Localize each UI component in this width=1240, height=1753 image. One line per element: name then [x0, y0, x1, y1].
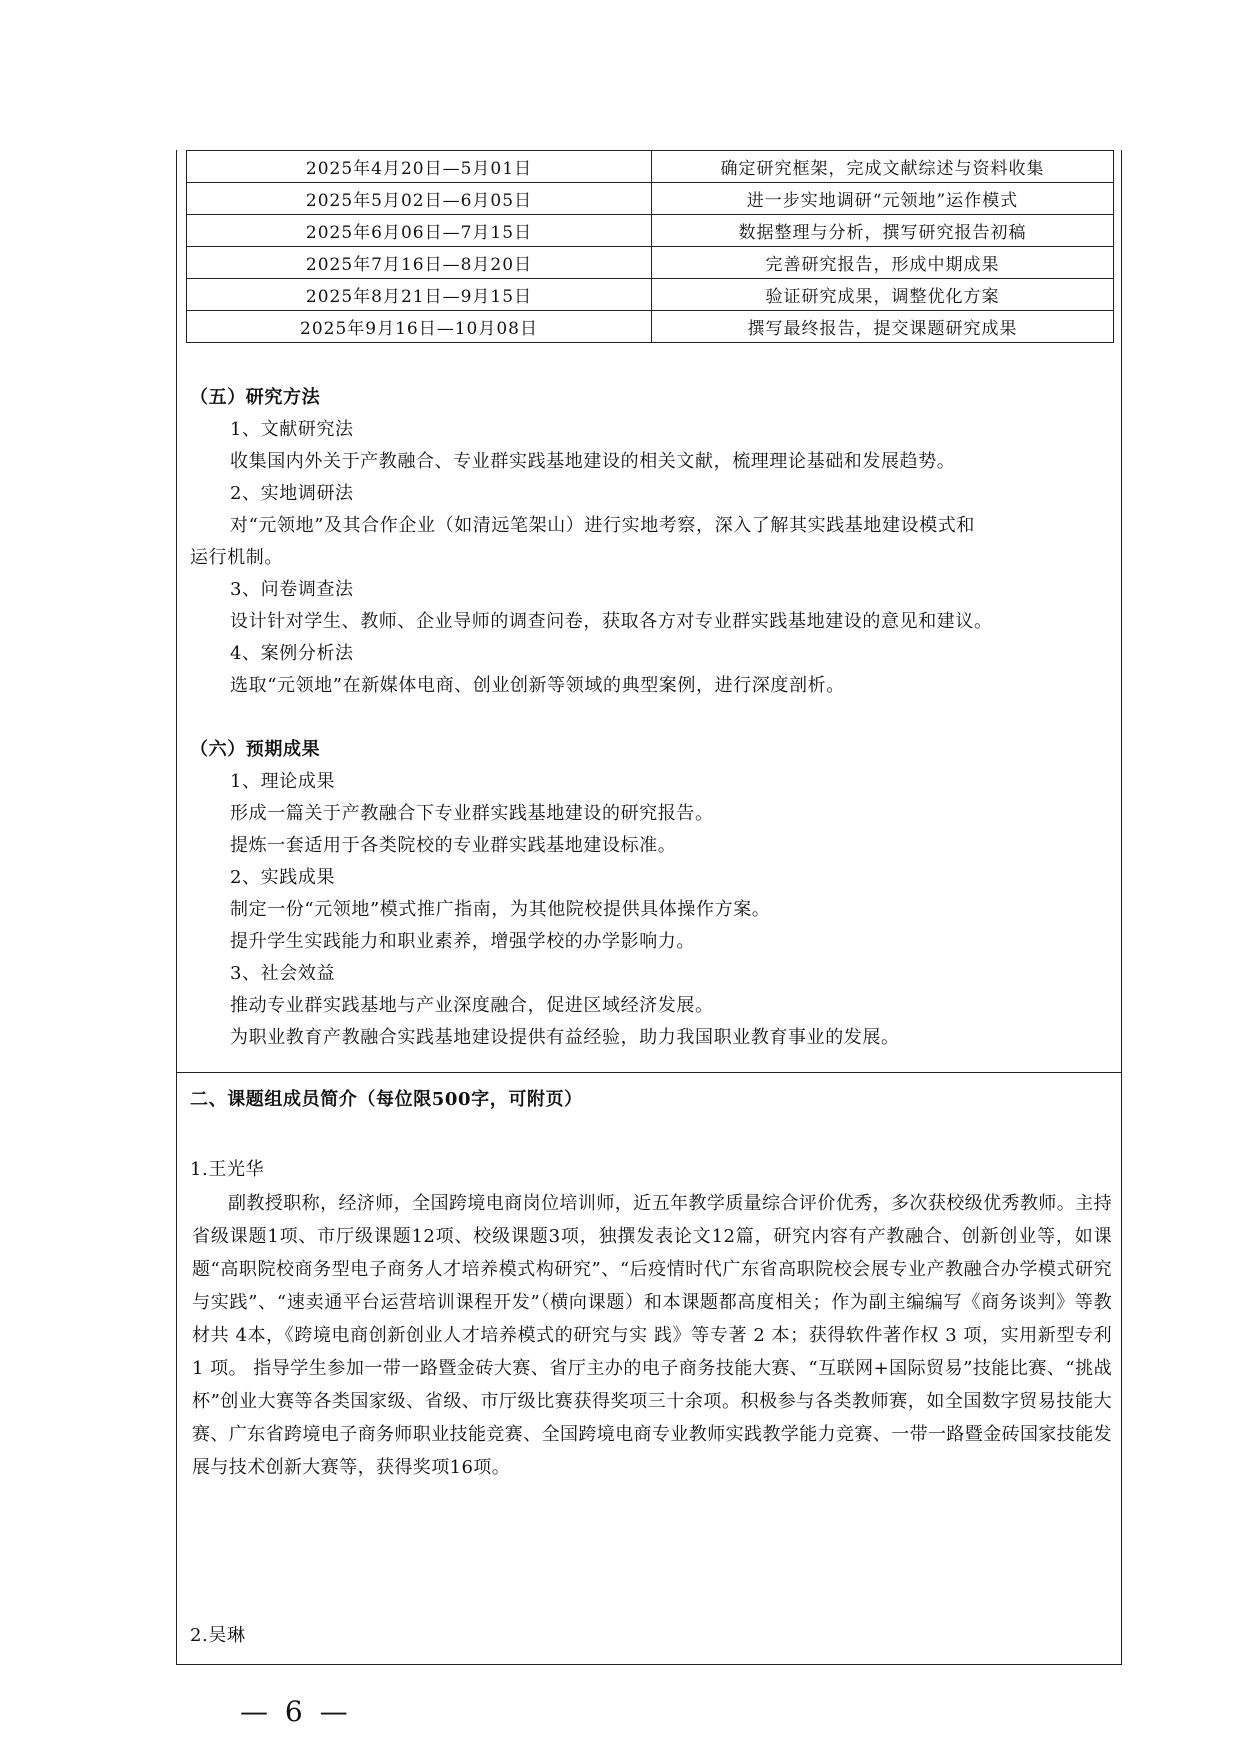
member-name: 2.吴琳 [190, 1625, 246, 1646]
section-divider [176, 1072, 1122, 1073]
task-cell: 数据整理与分析，撰写研究报告初稿 [652, 215, 1114, 247]
table-row [187, 183, 1114, 215]
schedule-table [186, 150, 1114, 343]
page-number: — 6 — [240, 1695, 352, 1728]
outcome-text: 形成一篇关于产教融合下专业群实践基地建设的研究报告。 [230, 803, 714, 824]
method-text: 收集国内外关于产教融合、专业群实践基地建设的相关文献，梳理理论基础和发展趋势。 [230, 451, 956, 472]
task-cell: 撰写最终报告，提交课题研究成果 [652, 311, 1114, 343]
method-title: 3、问卷调查法 [230, 579, 354, 600]
method-text: 运行机制。 [190, 547, 283, 568]
outcome-text: 为职业教育产教融合实践基地建设提供有益经验，助力我国职业教育事业的发展。 [230, 1027, 900, 1048]
period-cell: 2025年9月16日—10月08日 [187, 311, 652, 343]
methods-heading: （五）研究方法 [190, 387, 321, 408]
method-text: 对“元领地”及其合作企业（如清远笔架山）进行实地考察，深入了解其实践基地建设模式和 [230, 515, 975, 536]
table-row [187, 151, 1114, 183]
task-cell: 确定研究框架，完成文献综述与资料收集 [652, 151, 1114, 183]
period-cell: 2025年5月02日—6月05日 [187, 183, 652, 215]
method-title: 2、实地调研法 [230, 483, 354, 504]
outcome-title: 1、理论成果 [230, 771, 336, 792]
member-bio: 副教授职称，经济师，全国跨境电商岗位培训师，近五年教学质量综合评价优秀，多次获校级优秀教师。主持省级课题1项、市厅级课题12项、校级课题3项，独撰发表论文12篇，研究内容有产教融合、创新创业等，如课题“高职院校商务型电子商务人才培养模式构研究”、“后疫情时代广东省高职院校会展专业产教融合办学模式研究与实践”、“速卖通平台运营培训课程开发”（横向课题）和本课题都高度相关；作为副主编编写《商务谈判》等教材共 4本，《跨境电商创新创业人才培养模式的研究与实 践》等专著 2 本；获得软件著作权 3 项，实用新型专利 1 项。 指导学生参加一带一路暨金砖大赛、省厅主办的电子商务技能大赛、“互联网+国际贸易”技能比赛、“挑战杯”创业大赛等各类国家级、省级、市厅级比赛获得奖项三十余项。积极参与各类教师赛，如全国数字贸易技能大赛、广东省跨境电子商务师职业技能竞赛、全国跨境电商专业教师实践教学能力竞赛、一带一路暨金砖国家技能发展与技术创新大赛等，获得奖项16项。 [192, 1193, 1112, 1478]
table-row [187, 279, 1114, 311]
period-cell: 2025年8月21日—9月15日 [187, 279, 652, 311]
period-cell: 2025年4月20日—5月01日 [187, 151, 652, 183]
outcome-text: 提升学生实践能力和职业素养，增强学校的办学影响力。 [230, 931, 695, 952]
task-cell: 进一步实地调研“元领地”运作模式 [652, 183, 1114, 215]
method-title: 4、案例分析法 [230, 643, 354, 664]
table-row [187, 247, 1114, 279]
outcomes-heading: （六）预期成果 [190, 739, 321, 760]
frame-bottom-border [176, 1664, 1122, 1665]
method-text: 选取“元领地”在新媒体电商、创业创新等领域的典型案例，进行深度剖析。 [230, 675, 845, 696]
table-row [187, 215, 1114, 247]
members-heading: 二、课题组成员简介（每位限500字，可附页） [190, 1089, 583, 1110]
outcome-text: 提炼一套适用于各类院校的专业群实践基地建设标准。 [230, 835, 677, 856]
outcome-title: 2、实践成果 [230, 867, 336, 888]
task-cell: 完善研究报告，形成中期成果 [652, 247, 1114, 279]
method-text: 设计针对学生、教师、企业导师的调查问卷，获取各方对专业群实践基地建设的意见和建议。 [230, 611, 993, 632]
period-cell: 2025年6月06日—7月15日 [187, 215, 652, 247]
outcome-title: 3、社会效益 [230, 963, 336, 984]
outcome-text: 制定一份“元领地”模式推广指南，为其他院校提供具体操作方案。 [230, 899, 771, 920]
outcome-text: 推动专业群实践基地与产业深度融合，促进区域经济发展。 [230, 995, 714, 1016]
table-row [187, 311, 1114, 343]
member-name: 1.王光华 [190, 1159, 265, 1180]
period-cell: 2025年7月16日—8月20日 [187, 247, 652, 279]
method-title: 1、文献研究法 [230, 419, 354, 440]
task-cell: 验证研究成果，调整优化方案 [652, 279, 1114, 311]
